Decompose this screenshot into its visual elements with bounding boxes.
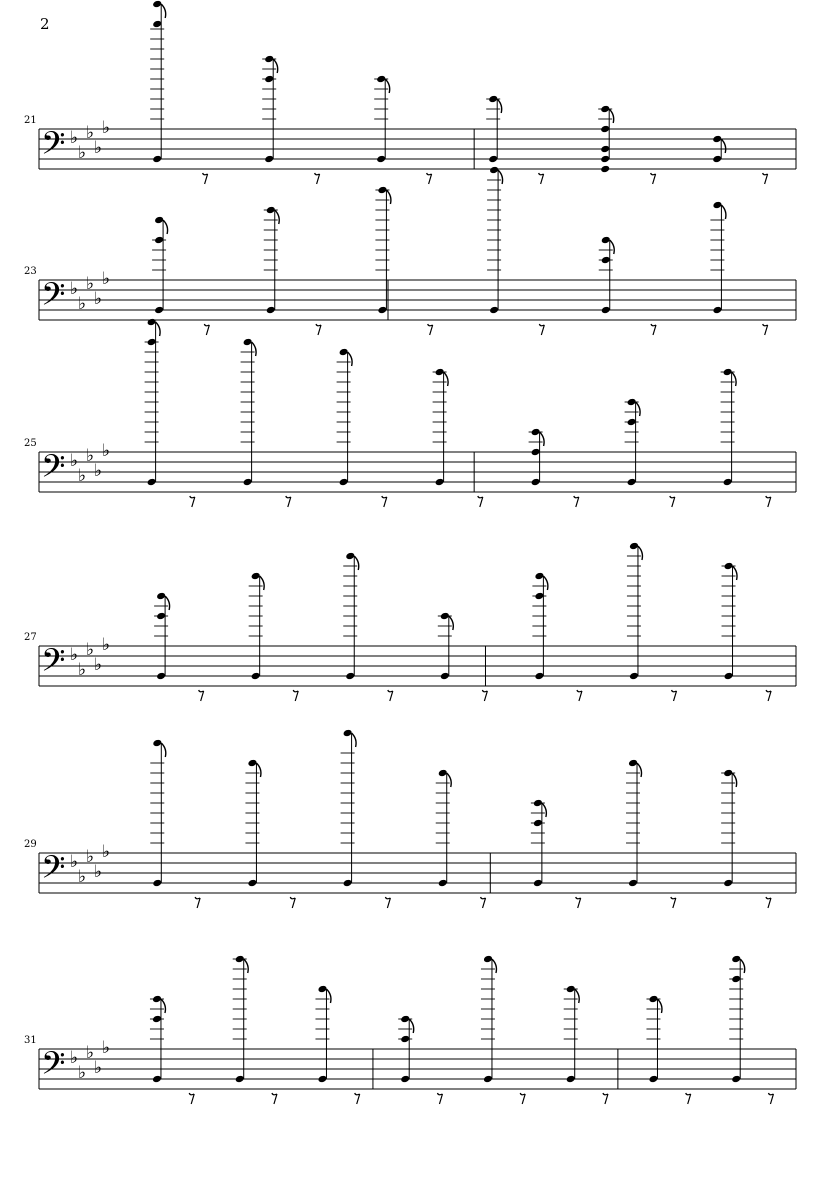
note-head [531, 478, 541, 487]
rest-icon [190, 496, 195, 507]
note-flag [354, 556, 359, 570]
key-signature-flat-icon: ♭ [94, 655, 103, 675]
rest-icon [428, 324, 433, 335]
rest-icon [670, 496, 675, 507]
measure-number: 29 [24, 839, 37, 850]
key-signature-flat-icon: ♭ [78, 867, 87, 887]
key-signature-flat-icon: ♭ [70, 451, 79, 471]
note-flag [252, 342, 257, 356]
rest-icon [574, 496, 579, 507]
note-head [156, 592, 166, 601]
note-head [533, 819, 543, 828]
note-head [266, 206, 276, 215]
note-head [534, 592, 544, 601]
rest-icon [316, 324, 321, 335]
key-signature-flat-icon: ♭ [86, 274, 95, 294]
note-head [723, 879, 733, 888]
bass-clef-icon: 𝄢 [41, 849, 66, 893]
note-head [627, 398, 637, 407]
note-head [247, 879, 257, 888]
note-head [712, 201, 722, 210]
note-flag [637, 763, 642, 777]
measure-number: 27 [24, 632, 37, 643]
note-flag [244, 959, 249, 973]
note-head [601, 236, 611, 245]
measure-number: 25 [24, 438, 37, 449]
note-flag [165, 596, 170, 610]
note-flag [610, 240, 615, 254]
note-head [712, 135, 722, 144]
key-signature-flat-icon: ♭ [94, 862, 103, 882]
note-head [376, 75, 386, 84]
rest-icon [199, 690, 204, 701]
rest-icon [520, 1093, 525, 1104]
rest-icon [189, 1093, 194, 1104]
note-head [533, 879, 543, 888]
bass-clef-icon: 𝄢 [41, 642, 66, 686]
note-head [235, 1075, 245, 1084]
page-number: 2 [40, 15, 50, 33]
key-signature-flat-icon: ♭ [78, 466, 87, 486]
note-head [600, 155, 610, 164]
rest-icon [768, 1093, 773, 1104]
key-signature-flat-icon: ♭ [102, 441, 111, 461]
note-head [712, 155, 722, 164]
note-head [251, 572, 261, 581]
rest-icon [388, 690, 393, 701]
bass-clef-icon: 𝄢 [41, 1045, 66, 1089]
note-head [243, 338, 253, 347]
note-flag [657, 999, 662, 1013]
key-signature-flat-icon: ♭ [78, 143, 87, 163]
note-flag [497, 99, 502, 113]
key-signature-flat-icon: ♭ [78, 1063, 87, 1083]
note-flag [161, 743, 166, 757]
note-head [235, 955, 245, 964]
note-head [724, 672, 734, 681]
note-head [723, 769, 733, 778]
note-head [489, 166, 499, 175]
key-signature-flat-icon: ♭ [86, 446, 95, 466]
staff-system [24, 0, 796, 184]
staff-system [24, 542, 796, 701]
rest-icon [315, 173, 320, 184]
note-flag [638, 546, 643, 560]
note-head [628, 759, 638, 768]
rest-icon [576, 897, 581, 908]
note-head [400, 1035, 410, 1044]
note-head [628, 879, 638, 888]
rest-icon [482, 690, 487, 701]
rest-icon [763, 173, 768, 184]
key-signature-flat-icon: ♭ [94, 138, 103, 158]
note-flag [260, 576, 265, 590]
rest-icon [603, 1093, 608, 1104]
rest-icon [286, 496, 291, 507]
note-head [243, 478, 253, 487]
note-head [152, 20, 162, 29]
note-flag [498, 170, 503, 184]
note-flag [348, 352, 353, 366]
rest-icon [766, 897, 771, 908]
note-head [156, 672, 166, 681]
note-head [629, 672, 639, 681]
note-head [251, 672, 261, 681]
note-head [531, 448, 541, 457]
note-head [152, 739, 162, 748]
key-signature-flat-icon: ♭ [86, 1043, 95, 1063]
note-head [152, 0, 162, 8]
rest-icon [672, 690, 677, 701]
rest-icon [195, 897, 200, 908]
note-head [712, 306, 722, 315]
note-head [731, 975, 741, 984]
note-flag [732, 773, 737, 787]
measure-number: 21 [24, 115, 37, 126]
note-head [600, 165, 610, 174]
note-head [483, 955, 493, 964]
note-head [601, 306, 611, 315]
note-head [489, 306, 499, 315]
rest-icon [382, 496, 387, 507]
key-signature-flat-icon: ♭ [78, 294, 87, 314]
bass-clef-icon: 𝄢 [41, 448, 66, 492]
note-head [147, 318, 157, 327]
bass-clef-icon: 𝄢 [41, 125, 66, 169]
note-flag [733, 566, 738, 580]
note-flag [444, 372, 449, 386]
note-head [438, 769, 448, 778]
note-flag [409, 1019, 414, 1033]
note-head [435, 368, 445, 377]
note-flag [449, 616, 454, 630]
note-flag [385, 79, 390, 93]
note-head [147, 338, 157, 347]
rest-icon [481, 897, 486, 908]
rest-icon [686, 1093, 691, 1104]
key-signature-flat-icon: ♭ [94, 1058, 103, 1078]
note-head [345, 552, 355, 561]
rest-icon [671, 897, 676, 908]
key-signature-flat-icon: ♭ [94, 461, 103, 481]
note-head [648, 1075, 658, 1084]
note-head [376, 155, 386, 164]
rest-icon [539, 324, 544, 335]
rest-icon [290, 897, 295, 908]
note-flag [543, 576, 548, 590]
note-head [648, 995, 658, 1004]
note-head [343, 729, 353, 738]
note-head [152, 1015, 162, 1024]
note-head [531, 428, 541, 437]
note-head [488, 95, 498, 104]
note-head [629, 542, 639, 551]
note-head [533, 799, 543, 808]
key-signature-flat-icon: ♭ [78, 660, 87, 680]
note-head [723, 368, 733, 377]
key-signature-flat-icon: ♭ [102, 842, 111, 862]
key-signature-flat-icon: ♭ [102, 269, 111, 289]
note-head [534, 572, 544, 581]
key-signature-flat-icon: ♭ [70, 645, 79, 665]
rest-icon [651, 173, 656, 184]
key-signature-flat-icon: ♭ [86, 123, 95, 143]
note-head [317, 985, 327, 994]
note-flag [492, 959, 497, 973]
note-head [566, 1075, 576, 1084]
rest-icon [427, 173, 432, 184]
key-signature-flat-icon: ♭ [70, 128, 79, 148]
note-head [534, 672, 544, 681]
measure-number: 31 [24, 1035, 37, 1046]
staff-system [24, 166, 796, 335]
note-flag [542, 803, 547, 817]
rest-icon [539, 173, 544, 184]
note-head [566, 985, 576, 994]
note-head [339, 478, 349, 487]
rest-icon [293, 690, 298, 701]
note-flag [740, 959, 745, 973]
note-head [400, 1075, 410, 1084]
note-head [435, 478, 445, 487]
note-head [339, 348, 349, 357]
rest-icon [651, 324, 656, 335]
note-head [156, 612, 166, 621]
staff-system [24, 318, 796, 507]
note-flag [163, 220, 168, 234]
rest-icon [203, 173, 208, 184]
note-head [154, 306, 164, 315]
note-head [600, 125, 610, 134]
rest-icon [766, 690, 771, 701]
key-signature-flat-icon: ♭ [70, 279, 79, 299]
note-flag [636, 402, 641, 416]
note-flag [609, 109, 614, 123]
note-flag [161, 4, 166, 18]
rest-icon [766, 496, 771, 507]
note-flag [732, 372, 737, 386]
note-flag [273, 59, 278, 73]
note-head [152, 155, 162, 164]
note-flag [352, 733, 357, 747]
note-head [601, 256, 611, 265]
note-flag [156, 322, 161, 336]
note-head [600, 145, 610, 154]
key-signature-flat-icon: ♭ [86, 847, 95, 867]
key-signature-flat-icon: ♭ [70, 852, 79, 872]
note-head [264, 155, 274, 164]
note-head [266, 306, 276, 315]
note-head [600, 105, 610, 114]
note-head [731, 955, 741, 964]
note-head [377, 186, 387, 195]
note-head [345, 672, 355, 681]
measure-number: 23 [24, 266, 37, 277]
note-head [723, 478, 733, 487]
note-flag [256, 763, 261, 777]
rest-icon [437, 1093, 442, 1104]
rest-icon [385, 897, 390, 908]
note-head [440, 672, 450, 681]
key-signature-flat-icon: ♭ [86, 640, 95, 660]
staff-system [24, 955, 796, 1104]
note-head [731, 1075, 741, 1084]
note-head [154, 236, 164, 245]
note-head [264, 75, 274, 84]
note-flag [275, 210, 280, 224]
rest-icon [577, 690, 582, 701]
staff-system [24, 729, 796, 908]
note-head [400, 1015, 410, 1024]
note-flag [721, 139, 726, 153]
rest-icon [272, 1093, 277, 1104]
bass-clef-icon: 𝄢 [41, 276, 66, 320]
key-signature-flat-icon: ♭ [102, 118, 111, 138]
note-flag [161, 999, 166, 1013]
note-flag [721, 205, 726, 219]
note-flag [386, 190, 391, 204]
note-head [264, 55, 274, 64]
rest-icon [355, 1093, 360, 1104]
note-flag [326, 989, 331, 1003]
note-head [483, 1075, 493, 1084]
key-signature-flat-icon: ♭ [94, 289, 103, 309]
key-signature-flat-icon: ♭ [70, 1048, 79, 1068]
note-head [152, 995, 162, 1004]
key-signature-flat-icon: ♭ [102, 1038, 111, 1058]
rest-icon [204, 324, 209, 335]
note-head [488, 155, 498, 164]
note-head [147, 478, 157, 487]
key-signature-flat-icon: ♭ [102, 635, 111, 655]
note-head [627, 478, 637, 487]
note-head [152, 1075, 162, 1084]
note-head [377, 306, 387, 315]
note-head [724, 562, 734, 571]
note-flag [540, 432, 545, 446]
note-head [317, 1075, 327, 1084]
rest-icon [478, 496, 483, 507]
note-head [343, 879, 353, 888]
note-head [152, 879, 162, 888]
note-head [627, 418, 637, 427]
note-head [438, 879, 448, 888]
note-flag [447, 773, 452, 787]
note-flag [575, 989, 580, 1003]
note-head [247, 759, 257, 768]
note-head [154, 216, 164, 225]
rest-icon [763, 324, 768, 335]
note-head [440, 612, 450, 621]
